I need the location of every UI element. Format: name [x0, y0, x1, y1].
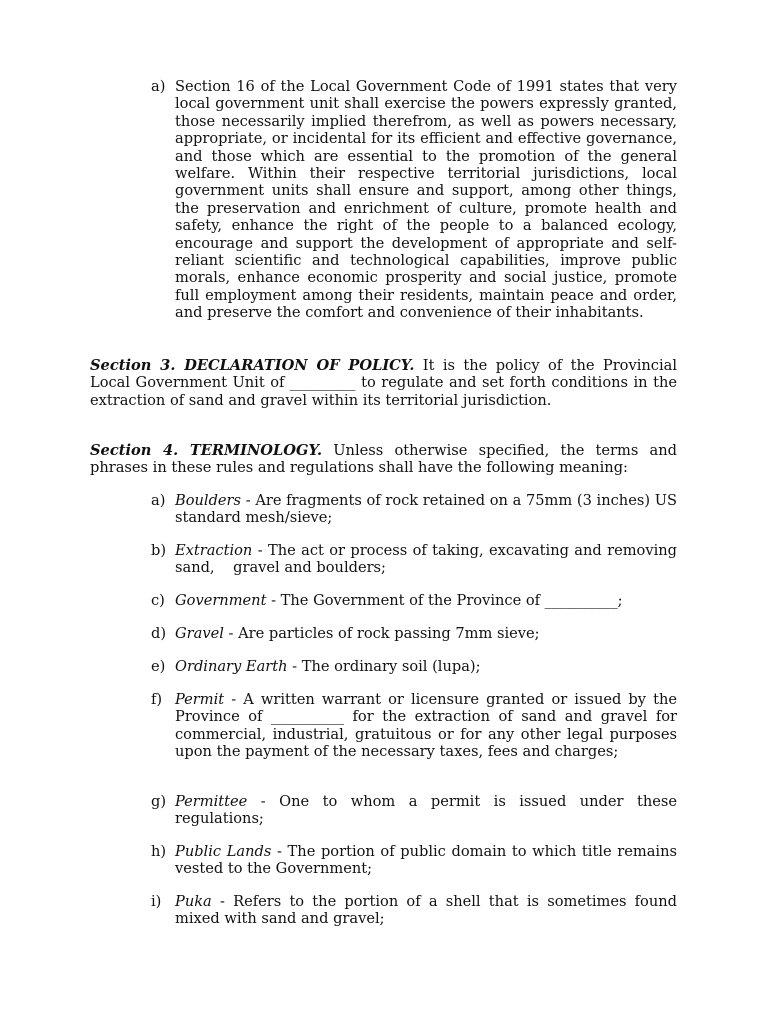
- term-item-government: [151, 592, 677, 609]
- section-4-text: Unless otherwise specified, the terms and phrases in these rules and regulations shall have the following meaning:: [90, 442, 677, 477]
- intro-list-item: [151, 78, 677, 322]
- list-marker: h): [151, 843, 167, 860]
- term-name: Ordinary Earth: [175, 658, 288, 675]
- section-4-paragraph: [90, 442, 677, 477]
- list-marker: a): [151, 78, 166, 95]
- term-item-public-lands: [151, 843, 677, 878]
- list-marker: c): [151, 592, 165, 609]
- term-name: Public Lands: [175, 843, 272, 860]
- list-marker: i): [151, 893, 162, 910]
- term-definition: - Refers to the portion of a shell that is sometimes found mixed with sand and gravel;: [175, 893, 677, 928]
- term-definition: - The ordinary soil (lupa);: [287, 658, 481, 675]
- section-3-heading: Section 3. DECLARATION OF POLICY.: [90, 357, 415, 374]
- term-definition: - Are particles of rock passing 7mm sieve;: [223, 625, 540, 642]
- term-definition: - The act or process of taking, excavating and removing sand, gravel and boulders;: [175, 542, 682, 577]
- term-definition: - Are fragments of rock retained on a 75mm (3 inches) US standard mesh/sieve;: [175, 492, 677, 527]
- term-name: Government: [175, 592, 267, 609]
- list-marker: g): [151, 793, 167, 810]
- list-marker: d): [151, 625, 167, 642]
- list-marker: f): [151, 691, 163, 708]
- term-item-permittee: [151, 793, 677, 828]
- term-name: Boulders: [175, 492, 242, 509]
- term-item-ordinary-earth: [151, 658, 677, 675]
- term-item-extraction: [151, 542, 682, 577]
- list-item-text: Section 16 of the Local Government Code of 1991 states that very local government unit shall exercise the powers expressly granted, those necessarily implied therefrom, as well as powers necessary, appropriate, or incidental for its efficient and effective governance, and those which are essential to the promotion of the general welfare. Within their respective territorial jurisdictions, local government units shall ensure and support, among other things, the preservation and enrichment of culture, promote health and safety, enhance the right of the people to a balanced ecology, encourage and support the development of appropriate and self-reliant scientific and technological capabilities, improve public morals, enhance economic prosperity and social justice, promote full employment among their residents, maintain peace and order, and preserve the comfort and convenience of their inhabitants.: [175, 78, 677, 322]
- section-4-heading: Section 4. TERMINOLOGY.: [90, 442, 323, 459]
- term-item-permit: [151, 691, 677, 761]
- term-item-puka: [151, 893, 677, 928]
- term-definition: - The portion of public domain to which title remains vested to the Government;: [175, 843, 677, 878]
- term-item-gravel: [151, 625, 677, 642]
- term-name: Permit: [175, 691, 225, 708]
- term-name: Gravel: [175, 625, 224, 642]
- list-marker: b): [151, 542, 167, 559]
- list-marker: e): [151, 658, 166, 675]
- term-name: Extraction: [175, 542, 253, 559]
- term-name: Puka: [175, 893, 212, 910]
- section-3-text: It is the policy of the Provincial Local Government Unit of _________ to regulate and set forth conditions in the extraction of sand and gravel within its territorial jurisdiction.: [90, 357, 677, 409]
- term-definition: - The Government of the Province of __________;: [266, 592, 623, 609]
- list-marker: a): [151, 492, 166, 509]
- section-3-paragraph: [90, 357, 677, 409]
- term-name: Permittee: [175, 793, 248, 810]
- term-item-boulders: [151, 492, 677, 527]
- term-definition: - A written warrant or licensure granted or issued by the Province of __________ for the extraction of sand and gravel for commercial, industrial, gratuitous or for any other legal purposes upon the payment of the necessary taxes, fees and charges;: [175, 691, 677, 761]
- term-definition: - One to whom a permit is issued under these regulations;: [175, 793, 677, 828]
